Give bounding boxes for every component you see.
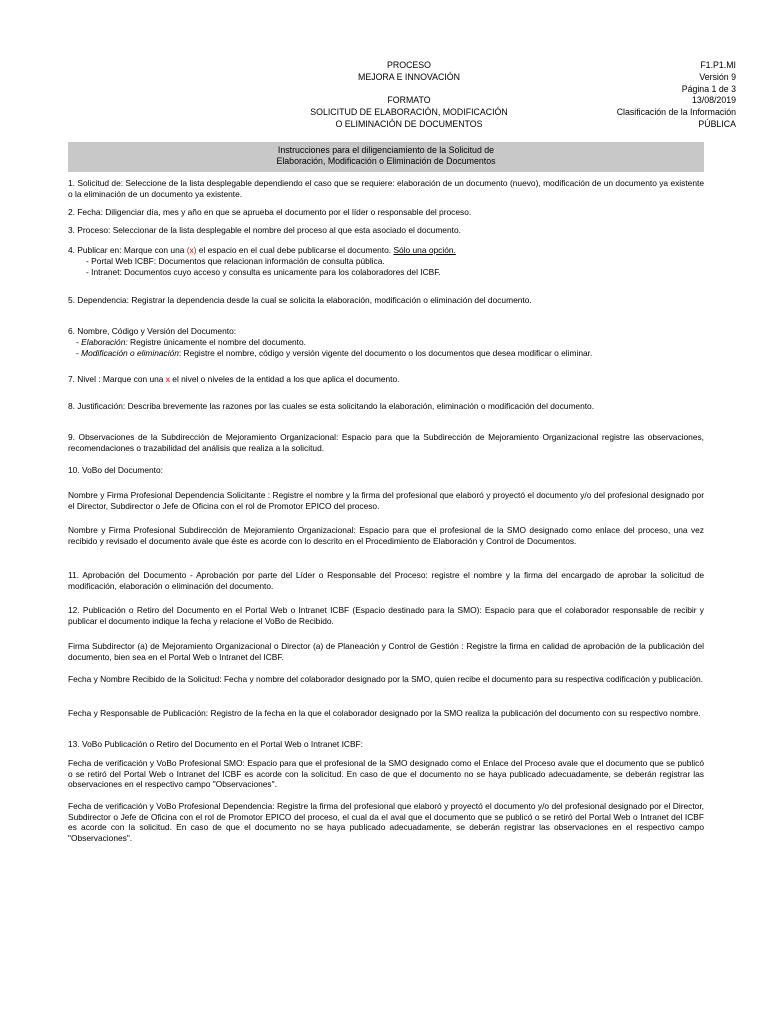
header-date: 13/08/2019	[691, 95, 736, 105]
header-process-label: PROCESO	[387, 60, 431, 70]
instruction-13-smo: Fecha de verificación y VoBo Profesional SMO: Espacio para que el profesional de la SMO designado como el Enlace del Proceso avale que el documento que se publicó o se retiró del Portal Web o Intranet del ICBF es acorde con la solicitud. En caso de que el documento no se haya publicado adecuadamente, se deberán registrar las observaciones en el respectivo campo "Observaciones".	[68, 758, 704, 790]
instruction-7-text-b: el nivel o niveles de la entidad a los que aplica el documento.	[169, 374, 400, 384]
instruction-6-modificacion-text: : Registre el nombre, código y versión vigente del documento o los documentos que desea modificar o eliminar.	[178, 348, 593, 358]
header-form-title-2: O ELIMINACIÓN DE DOCUMENTOS	[335, 119, 483, 129]
instruction-6-modificacion-label: Modificación o eliminación	[81, 348, 179, 358]
header-page: Página 1 de 3	[681, 84, 736, 94]
instruction-9: 9. Observaciones de la Subdirección de Mejoramiento Organizacional: Espacio para que la Subdirección de Mejoramiento Organizacional registre las observaciones, recomendaciones o trazabilidad del análisis que realiza a la solicitud.	[68, 432, 704, 453]
header-classification-label: Clasificación de la Información	[616, 107, 736, 117]
instruction-2: 2. Fecha: Diligenciar día, mes y año en que se aprueba el documento por el líder o responsable del proceso.	[68, 207, 472, 217]
instruction-10: 10. VoBo del Documento:	[68, 465, 163, 475]
instruction-4-portal: - Portal Web ICBF: Documentos que relacionan información de consulta pública.	[86, 256, 385, 266]
instruction-8: 8. Justificación: Describa brevemente las razones por las cuales se esta solicitando la elaboración, eliminación o modificación del documento.	[68, 401, 595, 411]
instruction-1: 1. Solicitud de: Seleccione de la lista desplegable dependiendo el caso que se requiere: elaboración de un documento (nuevo), modificación de un documento ya existente o la eliminación de un documento ya existente.	[68, 178, 704, 199]
instruction-13-dependencia: Fecha de verificación y VoBo Profesional Dependencia: Registre la firma del profesional que elaboró y proyectó el documento y/o del profesional designado por el Director, Subdirector o Jefe de Oficina con el rol de Promotor EPICO del proceso, el cual da el aval que el documento que se publicó o se retiró del Portal Web o Intranet del ICBF es acorde con la solicitud. En caso de que el documento no se haya publicado adecuadamente, se deberán registrar las observaciones en el respectivo campo "Observaciones".	[68, 801, 704, 843]
instruction-6-modificacion: - Modificación o eliminación: Registre el nombre, código y versión vigente del documento o los documentos que desea modificar o eliminar.	[76, 348, 593, 358]
header-classification-value: PÚBLICA	[698, 119, 736, 129]
header-form-title-1: SOLICITUD DE ELABORACIÓN, MODIFICACIÓN	[310, 107, 508, 117]
instruction-10-solicitante: Nombre y Firma Profesional Dependencia Solicitante : Registre el nombre y la firma del profesional que elaboró y proyectó el documento y/o del profesional designado por el Director, Subdirector o Jefe de Oficina con el rol de Promotor EPICO del proceso.	[68, 490, 704, 511]
instruction-4-single-option: Sólo una opción.	[393, 245, 456, 255]
instruction-6-elaboracion: - Elaboración: Registre únicamente el nombre del documento.	[76, 337, 306, 347]
instruction-12: 12. Publicación o Retiro del Documento en el Portal Web o Intranet ICBF (Espacio destinado para la SMO): Espacio para que el colaborador responsable de recibir y publicar el documento indique la fecha y relacione el VoBo de Recibido.	[68, 605, 704, 626]
header-process-name: MEJORA E INNOVACIÓN	[358, 72, 460, 82]
instructions-title-line-2: Elaboración, Modificación o Eliminación de Documentos	[276, 156, 496, 166]
instruction-6-elaboracion-text: Registre únicamente el nombre del documento.	[127, 337, 306, 347]
instruction-7-text-a: 7. Nivel : Marque con una	[68, 374, 166, 384]
instruction-3: 3. Proceso: Seleccionar de la lista desplegable el nombre del proceso al que esta asociado el documento.	[68, 225, 461, 235]
header-version: Versión 9	[699, 72, 736, 82]
instructions-title-band	[68, 142, 704, 172]
instruction-12-publicacion: Fecha y Responsable de Publicación: Registro de la fecha en la que el colaborador designado por la SMO realiza la publicación del documento con su respectivo nombre.	[68, 708, 701, 718]
instruction-6: 6. Nombre, Código y Versión del Documento:	[68, 326, 237, 336]
document-header	[0, 60, 768, 130]
mark-x: (x)	[186, 245, 197, 255]
instruction-10-smo: Nombre y Firma Profesional Subdirección de Mejoramiento Organizacional: Espacio para que el profesional de la SMO designado como enlace del proceso, una vez recibido y revisado el documento avale que éste es acorde con lo descrito en el Procedimiento de Elaboración y Control de Documentos.	[68, 525, 704, 546]
mark-x: x	[165, 374, 170, 384]
instruction-5: 5. Dependencia: Registrar la dependencia desde la cual se solicita la elaboración, modificación o eliminación del documento.	[68, 295, 532, 305]
instruction-13: 13. VoBo Publicación o Retiro del Documento en el Portal Web o Intranet ICBF:	[68, 739, 363, 749]
instructions-title-line-1: Instrucciones para el diligenciamiento de la Solicitud de	[277, 145, 495, 155]
instruction-4	[68, 245, 704, 256]
instruction-7	[68, 374, 704, 385]
header-format-label: FORMATO	[387, 95, 431, 105]
instruction-4-text-a: 4. Publicar en: Marque con una	[68, 245, 187, 255]
header-code: F1.P1.MI	[700, 60, 736, 70]
instruction-4-intranet: - Intranet: Documentos cuyo acceso y consulta es unicamente para los colaboradores del ICBF.	[86, 267, 441, 277]
instruction-6-elaboracion-label: Elaboración:	[81, 337, 128, 347]
instruction-12-recibido: Fecha y Nombre Recibido de la Solicitud: Fecha y nombre del colaborador designado por la SMO, quien recibe el documento para su respectiva codificación y publicación.	[68, 674, 703, 684]
instruction-4-text-b: el espacio en el cual debe publicarse el documento.	[196, 245, 394, 255]
instruction-11: 11. Aprobación del Documento - Aprobación por parte del Líder o Responsable del Proceso: registre el nombre y la firma del encargado de aprobar la solicitud de modificación, elaboración o eliminación del documento.	[68, 570, 704, 591]
instruction-12-firma: Firma Subdirector (a) de Mejoramiento Organizacional o Director (a) de Planeación y Control de Gestión : Registre la firma en calidad de aprobación de la publicación del documento, bien sea en el Portal Web o Intranet del ICBF.	[68, 641, 704, 662]
